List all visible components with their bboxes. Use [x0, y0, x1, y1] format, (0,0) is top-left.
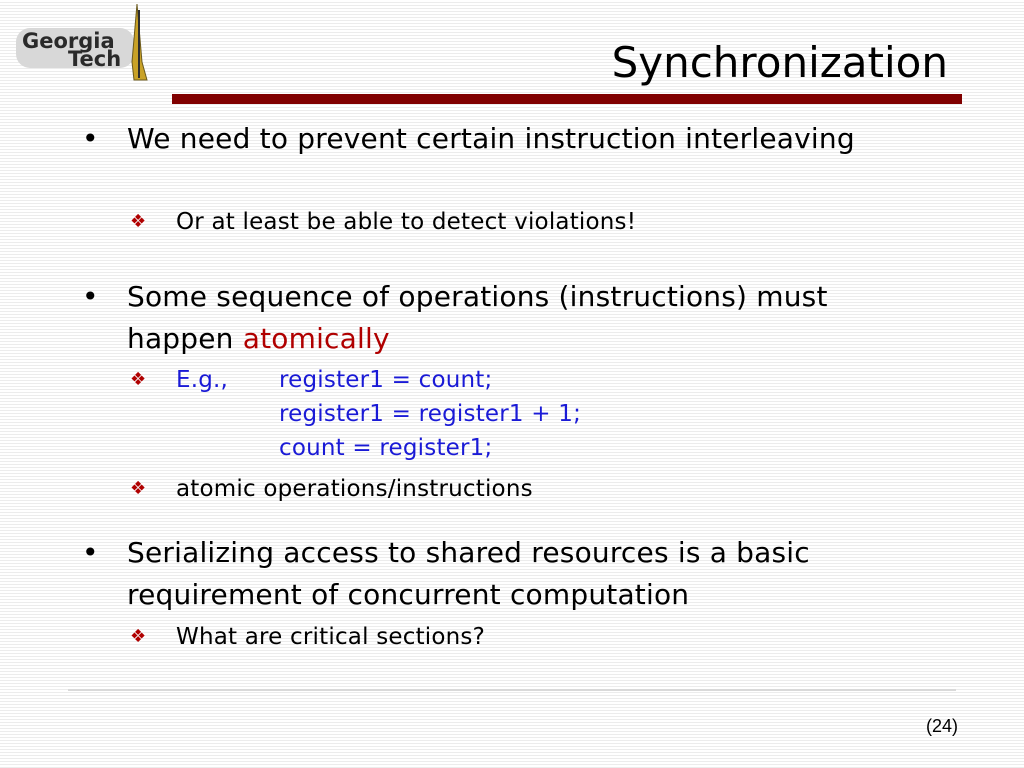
bullet-1-text: We need to prevent certain instruction interleaving: [127, 122, 855, 155]
logo-line1: Georgia: [22, 29, 115, 53]
sub-bullet-diamond-icon: ❖: [130, 369, 147, 390]
bullet-2: [82, 276, 882, 360]
sub-bullet-diamond-icon: ❖: [130, 478, 147, 499]
bullet-dot: •: [82, 536, 99, 569]
footer-divider: [68, 689, 956, 691]
bullet-3: [82, 532, 882, 616]
logo-line2: Tech: [68, 47, 122, 71]
sub-bullet-3-1-text: What are critical sections?: [176, 624, 486, 650]
sub-bullet-diamond-icon: ❖: [130, 626, 147, 647]
bullet-2-emphasis: atomically: [242, 322, 390, 355]
sub-bullet-2-1: [130, 363, 910, 465]
code-line-1: register1 = count;: [279, 367, 493, 393]
sub-bullet-1-1: [130, 205, 910, 239]
sub-bullet-3-1: [130, 620, 910, 654]
slide-title: Synchronization: [611, 38, 948, 87]
code-lead: E.g.,: [176, 367, 229, 393]
page-number: (24): [926, 716, 959, 736]
sub-bullet-2-2: [130, 472, 910, 506]
bullet-3-text: Serializing access to shared resources is a basic requirement of concurrent computation: [127, 536, 810, 611]
sub-bullet-2-2-text: atomic operations/instructions: [176, 476, 533, 502]
code-example: [176, 363, 910, 465]
sub-bullet-diamond-icon: ❖: [130, 211, 147, 232]
bullet-dot: •: [82, 280, 99, 313]
bullet-dot: •: [82, 122, 99, 155]
title-underline: [172, 94, 962, 104]
bullet-2-text: Some sequence of operations (instructions) must happen: [127, 280, 828, 355]
code-line-3: count = register1;: [279, 435, 493, 461]
bullet-1: [82, 118, 882, 160]
georgia-tech-logo: [14, 2, 154, 82]
sub-bullet-1-1-text: Or at least be able to detect violations!: [176, 209, 637, 235]
code-line-2: register1 = register1 + 1;: [279, 401, 582, 427]
